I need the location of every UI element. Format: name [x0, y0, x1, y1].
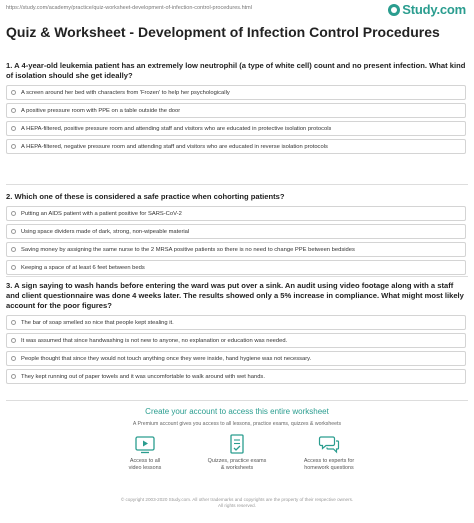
feature-quizzes-label-2: & worksheets — [220, 465, 254, 471]
question-1 — [6, 61, 466, 157]
experts-icon — [317, 432, 341, 456]
question-3 — [6, 281, 466, 387]
feature-video-lessons — [95, 432, 195, 472]
divider — [6, 184, 468, 185]
feature-experts-label-1: Access to experts for — [303, 458, 355, 464]
divider — [6, 400, 468, 401]
radio-icon[interactable] — [11, 265, 16, 270]
premium-description: A Premium account gives you access to all lessons, practice exams, quizzes & worksheets — [132, 421, 342, 427]
feature-experts-label-2: homework questions — [304, 465, 354, 471]
page-title: Quiz & Worksheet - Development of Infection Control Procedures — [6, 24, 440, 40]
study-logo-text: Study.com — [402, 2, 466, 17]
question-2 — [6, 192, 466, 278]
study-logo[interactable] — [388, 2, 466, 17]
radio-icon[interactable] — [11, 144, 16, 149]
feature-experts — [279, 432, 379, 472]
top-bar — [0, 0, 474, 20]
radio-icon[interactable] — [11, 90, 16, 95]
question-1-option-a[interactable]: A screen around her bed with characters from 'Frozen' to help her psychologically — [6, 85, 466, 100]
question-1-option-b[interactable]: A positive pressure room with PPE on a table outside the door — [6, 103, 466, 118]
question-2-option-c[interactable]: Saving money by assigning the same nurse to the 2 MRSA positive patients so there is no need to change PPE between bedsides — [6, 242, 466, 257]
question-1-option-c[interactable]: A HEPA-filtered, positive pressure room and attending staff and visitors who are educated in protective isolation protocols — [6, 121, 466, 136]
question-3-option-c[interactable]: People thought that since they would not touch anything once they were inside, hand hygiene was not necessary. — [6, 351, 466, 366]
question-2-option-d[interactable]: Keeping a space of at least 6 feet between beds — [6, 260, 466, 275]
radio-icon[interactable] — [11, 374, 16, 379]
radio-icon[interactable] — [11, 108, 16, 113]
study-logo-icon — [388, 4, 400, 16]
copyright — [0, 497, 474, 509]
question-2-option-b[interactable]: Using space dividers made of dark, strong, non-wipeable material — [6, 224, 466, 239]
question-3-option-a[interactable]: The bar of soap smelled so nice that people kept stealing it. — [6, 315, 466, 330]
feature-quizzes-label-1: Quizzes, practice exams — [207, 458, 267, 464]
radio-icon[interactable] — [11, 320, 16, 325]
page-url: https://study.com/academy/practice/quiz-worksheet-development-of-infection-control-procedures.html — [6, 5, 252, 11]
radio-icon[interactable] — [11, 338, 16, 343]
radio-icon[interactable] — [11, 229, 16, 234]
question-1-text: 1. A 4-year-old leukemia patient has an extremely low neutrophil (a type of white cell) count and no present infection. What kind of isolation should she get ideally? — [6, 61, 466, 80]
question-2-option-a[interactable]: Putting an AIDS patient with a patient positive for SARS-CoV-2 — [6, 206, 466, 221]
question-1-option-d[interactable]: A HEPA-filtered, negative pressure room and attending staff and visitors who are educated in reverse isolation protocols — [6, 139, 466, 154]
question-3-option-b[interactable]: It was assumed that since handwashing is not new to anyone, no explanation or education was needed. — [6, 333, 466, 348]
question-3-text: 3. A sign saying to wash hands before entering the ward was put over a sink. An audit using video footage along with a staff and client questionnaire was done 4 weeks later. The results showed only a 5% increase in compliance. What might most likely account for the poor figures? — [6, 281, 464, 310]
video-lessons-icon — [133, 432, 157, 456]
copyright-line-2: All rights reserved. — [217, 503, 257, 508]
radio-icon[interactable] — [11, 126, 16, 131]
feature-quizzes — [187, 432, 287, 472]
radio-icon[interactable] — [11, 211, 16, 216]
divider — [6, 276, 468, 277]
radio-icon[interactable] — [11, 356, 16, 361]
question-2-text: 2. Which one of these is considered a safe practice when cohorting patients? — [6, 192, 285, 201]
question-3-option-d[interactable]: They kept running out of paper towels and it was uncomfortable to walk around with wet hands. — [6, 369, 466, 384]
copyright-line-1: © copyright 2003-2020 Study.com. All other trademarks and copyrights are the property of their respective owners. — [120, 497, 354, 502]
quiz-worksheet-icon — [225, 432, 249, 456]
feature-video-label-2: video lessons — [128, 465, 162, 471]
feature-video-label-1: Access to all — [129, 458, 161, 464]
radio-icon[interactable] — [11, 247, 16, 252]
create-account-link[interactable]: Create your account to access this entire worksheet — [145, 407, 329, 416]
